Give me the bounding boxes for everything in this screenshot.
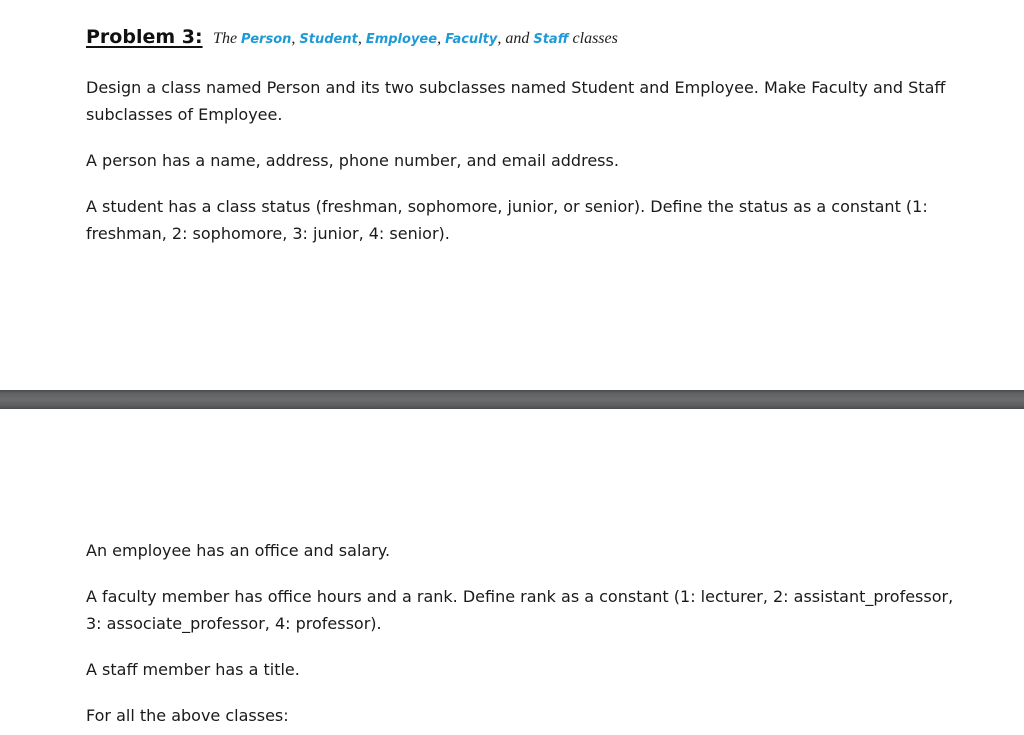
all-classes-paragraph: For all the above classes:	[86, 706, 289, 725]
subtitle-separator: , and	[497, 30, 530, 47]
class-name-faculty: Faculty	[445, 32, 498, 47]
class-name-staff: Staff	[533, 32, 569, 47]
class-name-employee: Employee	[365, 32, 438, 47]
staff-paragraph: A staff member has a title.	[86, 660, 300, 679]
subtitle-suffix: classes	[572, 30, 618, 47]
subtitle-separator: ,	[357, 30, 362, 47]
subtitle-the: The	[213, 30, 238, 47]
subtitle-separator: ,	[437, 30, 442, 47]
problem-label: Problem 3:	[86, 26, 203, 48]
employee-paragraph: An employee has an office and salary.	[86, 541, 391, 560]
student-paragraph: A student has a class status (freshman, sophomore, junior, or senior). Define the status as a constant (1: freshman, 2: sophomore, 3: junior, 4: senior).	[86, 197, 928, 243]
person-paragraph: A person has a name, address, phone number, and email address.	[86, 151, 619, 170]
problem-subtitle	[213, 30, 618, 47]
class-name-student: Student	[299, 32, 358, 47]
class-name-person: Person	[241, 32, 292, 47]
subtitle-separator: ,	[291, 30, 296, 47]
page-separator	[0, 390, 1024, 409]
design-paragraph: Design a class named Person and its two subclasses named Student and Employee. Make Faculty and Staff subclasses of Employee.	[86, 78, 946, 124]
document-page-bottom	[0, 409, 1024, 735]
problem-heading	[86, 26, 618, 48]
faculty-paragraph: A faculty member has office hours and a rank. Define rank as a constant (1: lecturer, 2: assistant_professor, 3: associate_professor, 4: professor).	[86, 587, 954, 633]
